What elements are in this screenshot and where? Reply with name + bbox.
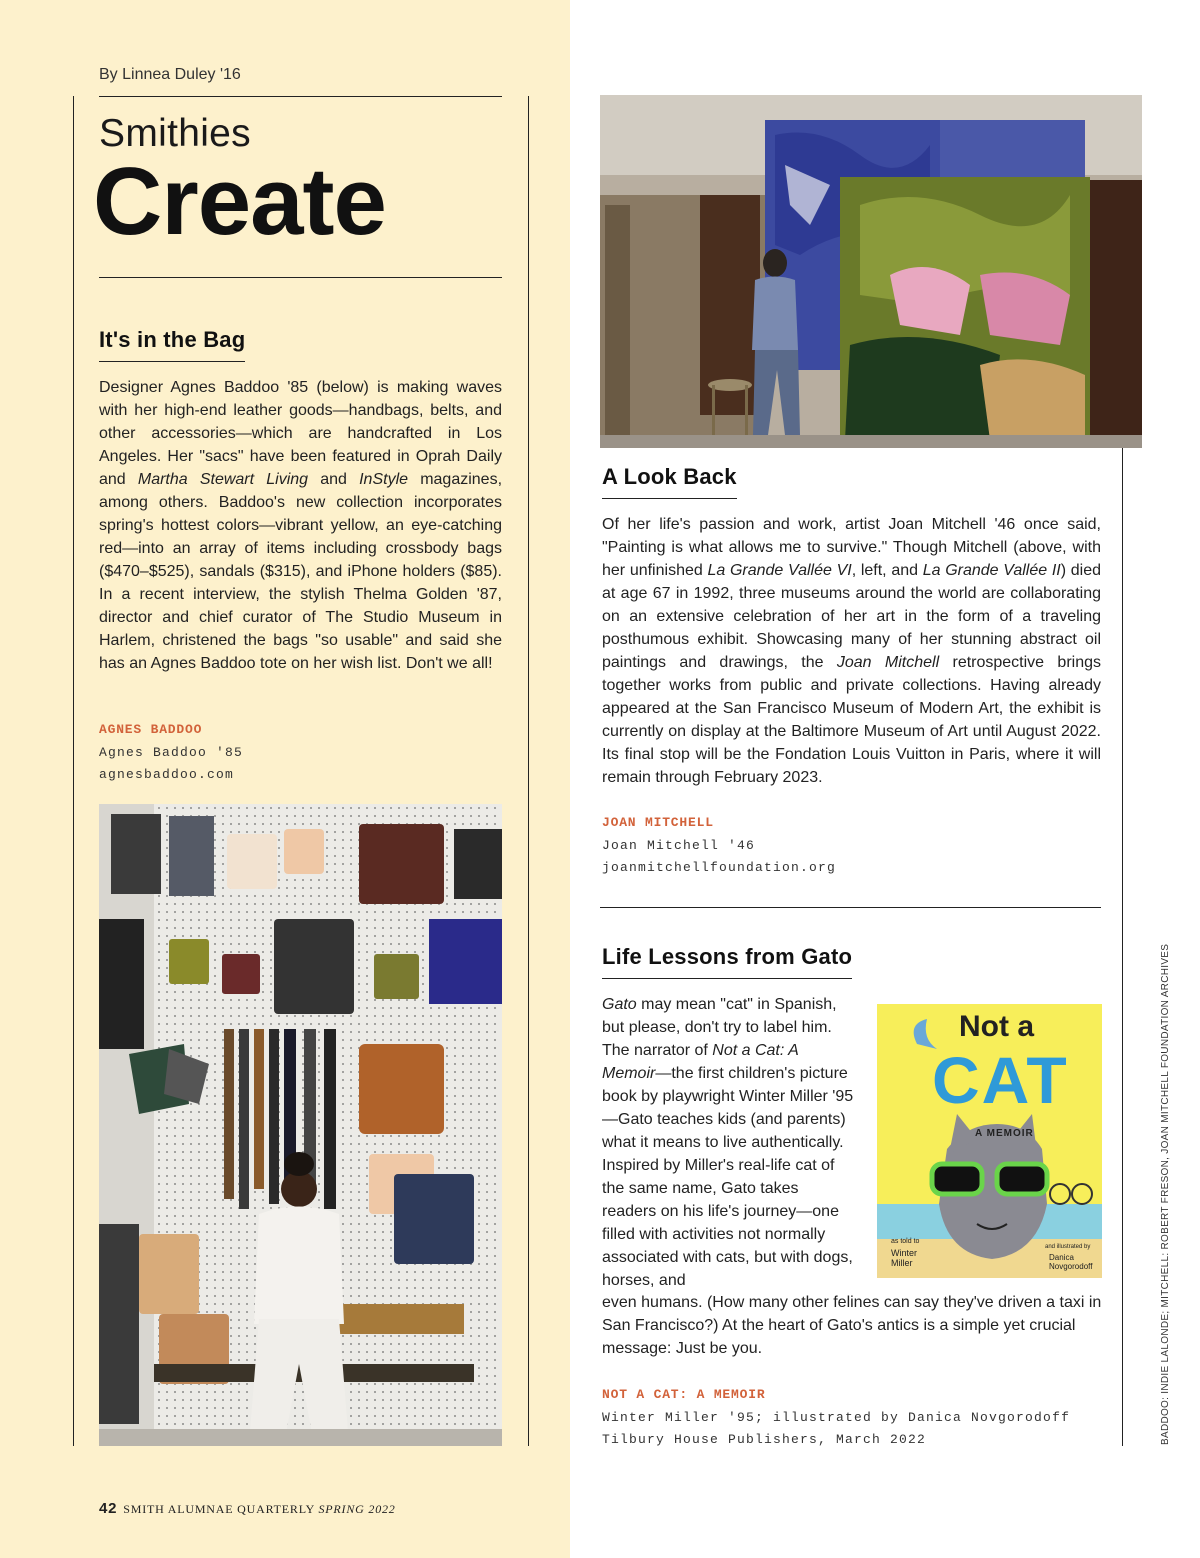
gato-info-line2: Tilbury House Publishers, March 2022 bbox=[602, 1432, 927, 1447]
headline-rule bbox=[99, 277, 502, 278]
lookback-section bbox=[602, 464, 1101, 499]
bag-info-url[interactable]: agnesbaddoo.com bbox=[99, 767, 235, 782]
not-a-cat-book-cover bbox=[877, 1004, 1102, 1278]
lookback-info-url[interactable]: joanmitchellfoundation.org bbox=[602, 860, 837, 875]
gato-section bbox=[602, 944, 1101, 979]
photo-credit: BADDOO: INDIE LALONDE; MITCHELL: ROBERT FRESON, JOAN MITCHELL FOUNDATION ARCHIVES bbox=[1160, 943, 1171, 1445]
publication-name: SMITH ALUMNAE QUARTERLY bbox=[123, 1502, 315, 1516]
cover-title-big: CAT bbox=[932, 1043, 1069, 1117]
cover-author: Winter Miller bbox=[891, 1248, 918, 1268]
cover-author-label: as told to bbox=[891, 1238, 920, 1245]
page-title: Create bbox=[93, 148, 386, 255]
page-number: 42 bbox=[99, 1500, 118, 1517]
center-vertical-rule bbox=[528, 96, 529, 1446]
byline: By Linnea Duley '16 bbox=[99, 66, 241, 83]
bag-section-title: It's in the Bag bbox=[99, 327, 245, 362]
lookback-info-name: Joan Mitchell '46 bbox=[602, 838, 756, 853]
lookback-section-title: A Look Back bbox=[602, 464, 737, 499]
bag-article-body: Designer Agnes Baddoo '85 (below) is making waves with her high-end leather goods—handbags, belts, and other accessories—which are handcrafted in Los Angeles. Her "sacs" have been featured in Oprah Daily and Martha Stewart Living and InStyle magazines, among others. Baddoo's new collection incorporates spring's hottest colors—vibrant yellow, an eye-catching red—into an array of items including crossbody bags ($470–$525), sandals ($315), and iPhone holders ($85). In a recent interview, the stylish Thelma Golden '87, director and chief curator of The Studio Museum in Harlem, christened the bags "so usable" and said she has an Agnes Baddoo tote on her wish list. Don't we all! bbox=[99, 379, 503, 672]
gato-section-title: Life Lessons from Gato bbox=[602, 944, 852, 979]
gato-info-line1: Winter Miller '95; illustrated by Danica Novgorodoff bbox=[602, 1410, 1071, 1425]
section-divider bbox=[600, 907, 1101, 908]
gato-info-block bbox=[602, 1387, 1101, 1447]
right-vertical-rule bbox=[1122, 448, 1123, 1446]
agnes-baddoo-photo bbox=[99, 804, 502, 1446]
lookback-info-label: JOAN MITCHELL bbox=[602, 815, 714, 830]
cover-title-top: Not a bbox=[959, 1010, 1034, 1043]
cover-illustrator: Danica Novgorodoff bbox=[1049, 1253, 1093, 1271]
lookback-info-block bbox=[602, 815, 1101, 875]
cover-subtitle: A MEMOIR bbox=[975, 1128, 1034, 1139]
bag-info-label: AGNES BADDOO bbox=[99, 722, 203, 737]
top-rule bbox=[99, 96, 502, 97]
lookback-article-body: Of her life's passion and work, artist Joan Mitchell '46 once said, "Painting is what allows me to survive." Though Mitchell (above, with her unfinished La Grande Vallée VI, left, and La Grande Vallée II) died at age 67 in 1992, three museums around the world are collaborating on an extensive celebration of her art in the form of a traveling posthumous exhibit. Showcasing many of her stunning abstract oil paintings and drawings, the Joan Mitchell retrospective brings together works from public and private collections. Having already appeared at the San Francisco Museum of Modern Art, the exhibit is currently on display at the Baltimore Museum of Art until August 2022. Its final stop will be the Fondation Louis Vuitton in Paris, where it will remain through February 2023. bbox=[602, 516, 1102, 786]
issue-label: SPRING 2022 bbox=[318, 1502, 396, 1516]
gato-article-body-part1: Gato may mean "cat" in Spanish, but please, don't try to label him. The narrator of Not a Cat: A Memoir—the first children's picture book by playwright Winter Miller '95—Gato teaches kids (and parents) what it means to live authentically. Inspired by Miller's real-life cat of the same name, Gato takes readers on his life's journey—one filled with activities not normally associated with cats, but with dogs, horses, and bbox=[602, 996, 854, 1289]
bag-info-block bbox=[99, 722, 502, 782]
cover-illustrator-label: and illustrated by bbox=[1045, 1244, 1091, 1250]
headline-kicker: Smithies bbox=[99, 112, 251, 155]
joan-mitchell-photo bbox=[600, 95, 1142, 448]
gato-info-label: NOT A CAT: A MEMOIR bbox=[602, 1387, 766, 1402]
gato-article-body-part2: even humans. (How many other felines can say they've driven a taxi in San Francisco?) At the heart of Gato's antics is a simple yet crucial message: Just be you. bbox=[602, 1294, 1102, 1357]
bag-info-name: Agnes Baddoo '85 bbox=[99, 745, 244, 760]
left-vertical-rule bbox=[73, 96, 74, 1446]
page-footer bbox=[99, 1500, 396, 1517]
bag-section bbox=[99, 327, 502, 362]
